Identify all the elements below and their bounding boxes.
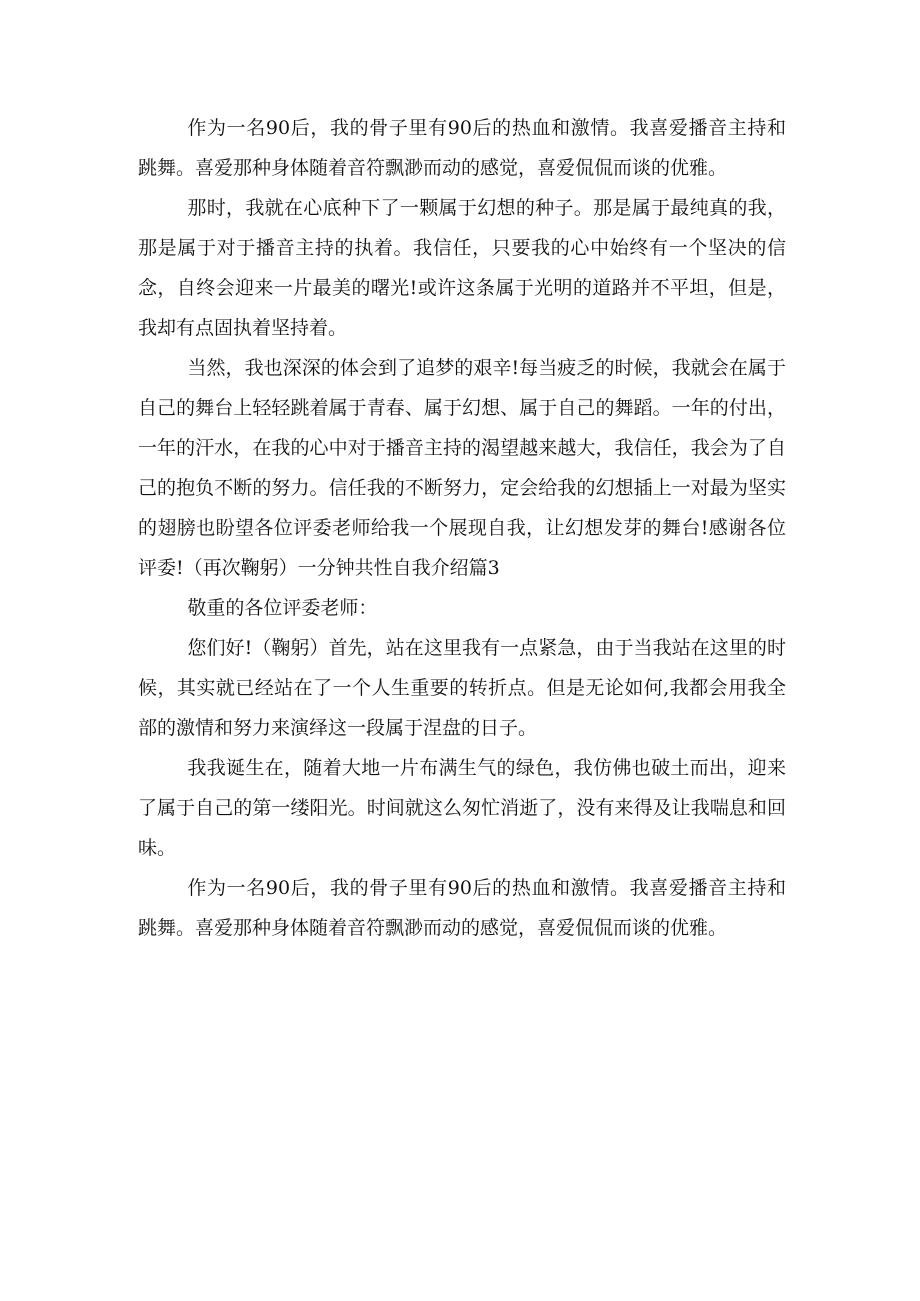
paragraph: 我我诞生在，随着大地一片布满生气的绿色，我仿佛也破土而出，迎来了属于自己的第一缕阳光。时间就这么匆忙消逝了，没有来得及让我喘息和回味。 <box>138 757 786 859</box>
paragraph: 您们好!（鞠躬）首先，站在这里我有一点紧急，由于当我站在这里的时候，其实就已经站在了一个人生重要的转折点。但是无论如何,我都会用我全部的激情和努力来演绎这一段属于涅盘的日子。 <box>138 637 786 739</box>
paragraph: 作为一名90后，我的骨子里有90后的热血和激情。我喜爱播音主持和跳舞。喜爱那种身体随着音符飘渺而动的感觉，喜爱侃侃而谈的优雅。 <box>138 117 786 179</box>
paragraph: 敬重的各位评委老师： <box>187 597 378 619</box>
paragraph: 那时，我就在心底种下了一颗属于幻想的种子。那是属于最纯真的我，那是属于对于播音主持的执着。我信任，只要我的心中始终有一个坚决的信念，自终会迎来一片最美的曙光!或许这条属于光明的道路并不平坦，但是，我却有点固执着坚持着。 <box>138 197 786 339</box>
document-body <box>138 108 786 948</box>
paragraph: 当然，我也深深的体会到了追梦的艰辛!每当疲乏的时候，我就会在属于自己的舞台上轻轻跳着属于青春、属于幻想、属于自己的舞蹈。一年的付出，一年的汗水，在我的心中对于播音主持的渴望越来越大，我信任，我会为了自己的抱负不断的努力。信任我的不断努力，定会给我的幻想插上一对最为坚实的翅膀也盼望各位评委老师给我一个展现自我，让幻想发芽的舞台!感谢各位评委!（再次鞠躬）一分钟共性自我介绍篇3 <box>138 357 786 579</box>
paragraph: 作为一名90后，我的骨子里有90后的热血和激情。我喜爱播音主持和跳舞。喜爱那种身体随着音符飘渺而动的感觉，喜爱侃侃而谈的优雅。 <box>138 877 786 939</box>
